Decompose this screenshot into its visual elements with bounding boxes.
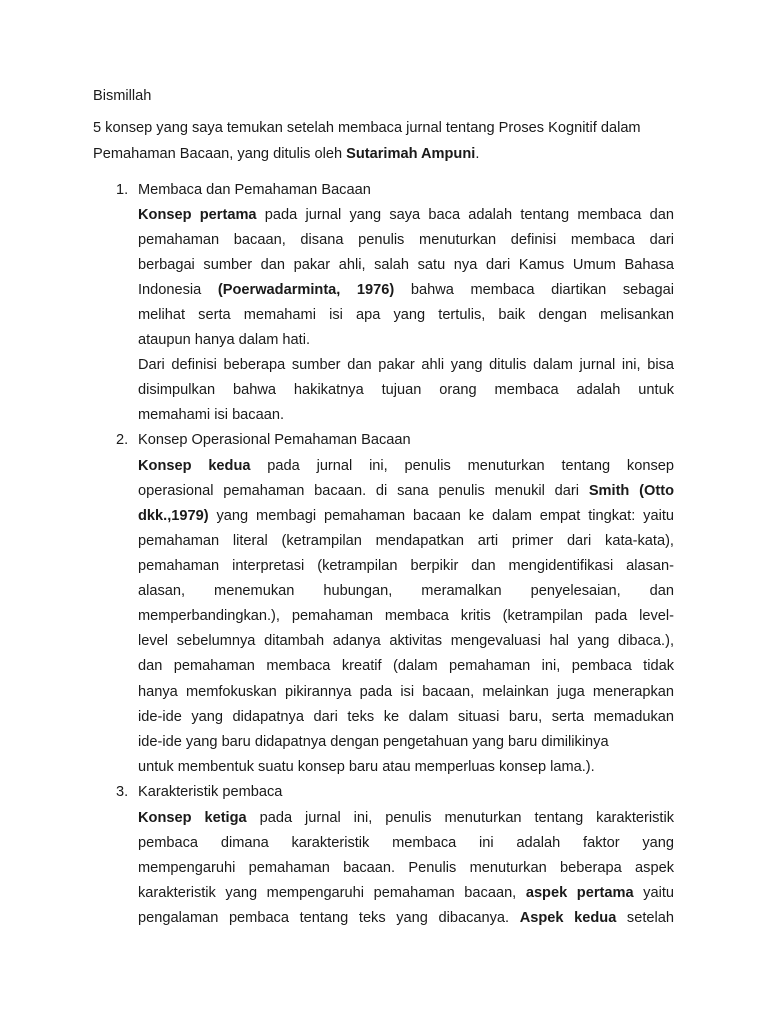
paragraph-line — [138, 481, 674, 501]
intro-line — [93, 144, 479, 164]
paragraph-line: memperbandingkan.), pemahaman membaca kritis (ketrampilan pada level- — [138, 608, 674, 624]
paragraph-line — [138, 506, 674, 526]
paragraph-line — [138, 883, 674, 903]
list-number: 3. — [116, 784, 129, 800]
text-run: pada jurnal ini, penulis menuturkan tentang karakteristik — [246, 810, 674, 826]
paragraph-line: Dari definisi beberapa sumber dan pakar ahli yang ditulis dalam jurnal ini, bisa — [138, 357, 674, 373]
paragraph-line: pembaca dimana karakteristik membaca ini adalah faktor yang — [138, 835, 674, 851]
text-run: setelah — [616, 910, 674, 926]
paragraph-line: melihat serta memahami isi apa yang tertulis, baik dengan melisankan — [138, 307, 674, 323]
intro-line: 5 konsep yang saya temukan setelah membaca jurnal tentang Proses Kognitif dalam — [93, 120, 641, 136]
paragraph-line: ataupun hanya dalam hati. — [138, 332, 311, 348]
paragraph-line — [138, 205, 674, 225]
paragraph-line: mempengaruhi pemahaman bacaan. Penulis menuturkan beberapa aspek — [138, 860, 674, 876]
list-heading: Karakteristik pembaca — [138, 784, 283, 800]
list-heading: Membaca dan Pemahaman Bacaan — [138, 182, 371, 198]
bold-run: Konsep ketiga — [138, 810, 247, 826]
bold-run: Aspek kedua — [519, 910, 617, 926]
paragraph-line — [138, 456, 674, 476]
paragraph-line: pemahaman bacaan, disana penulis menuturkan definisi membaca dari — [138, 232, 674, 248]
bold-run: Konsep pertama — [138, 207, 257, 223]
paragraph-line — [138, 808, 674, 828]
author-name: Sutarimah Ampuni — [346, 146, 476, 162]
text-run: . — [475, 146, 480, 162]
paragraph-line — [138, 908, 674, 928]
paragraph-line: pemahaman literal (ketrampilan mendapatkan arti primer dari kata-kata), — [138, 533, 674, 549]
list-number: 2. — [116, 432, 129, 448]
bold-run: Smith (Otto — [588, 483, 674, 499]
paragraph-line: ide-ide yang baru didapatnya dengan pengetahuan yang baru dimilikinya — [138, 734, 609, 750]
text-run: pengalaman pembaca tentang teks yang dibacanya. — [138, 910, 520, 926]
text-run: pada jurnal yang saya baca adalah tentang membaca dan — [256, 207, 674, 223]
bold-run: dkk.,1979) — [138, 508, 209, 524]
paragraph-line: alasan, menemukan hubungan, meramalkan penyelesaian, dan — [138, 583, 674, 599]
text-run: pada jurnal ini, penulis menuturkan tentang konsep — [250, 458, 674, 474]
text-run: bahwa membaca diartikan sebagai — [394, 282, 674, 298]
text-run: Indonesia — [138, 282, 218, 298]
paragraph-line: untuk membentuk suatu konsep baru atau memperluas konsep lama.). — [138, 759, 595, 775]
text-run: yang membagi pemahaman bacaan ke dalam empat tingkat: yaitu — [208, 508, 674, 524]
text-run: operasional pemahaman bacaan. di sana penulis menukil dari — [138, 483, 589, 499]
text-run: yaitu — [633, 885, 674, 901]
paragraph-line: berbagai sumber dan pakar ahli, salah satu nya dari Kamus Umum Bahasa — [138, 257, 674, 273]
paragraph-line — [138, 280, 674, 300]
list-number: 1. — [116, 182, 129, 198]
text-run: karakteristik yang mempengaruhi pemahaman bacaan, — [138, 885, 526, 901]
paragraph-line: memahami isi bacaan. — [138, 407, 285, 423]
paragraph-line: pemahaman interpretasi (ketrampilan berpikir dan mengidentifikasi alasan- — [138, 558, 674, 574]
bold-run: (Poerwadarminta, 1976) — [217, 282, 395, 298]
paragraph-line: disimpulkan bahwa hakikatnya tujuan orang membaca adalah untuk — [138, 382, 674, 398]
greeting: Bismillah — [93, 88, 152, 104]
bold-run: Konsep kedua — [138, 458, 251, 474]
paragraph-line: dan pemahaman membaca kreatif (dalam pemahaman ini, pembaca tidak — [138, 658, 674, 674]
paragraph-line: hanya memfokuskan pikirannya pada isi bacaan, melainkan juga menerapkan — [138, 684, 674, 700]
list-heading: Konsep Operasional Pemahaman Bacaan — [138, 432, 411, 448]
paragraph-line: level sebelumnya ditambah adanya aktivitas mengevaluasi hal yang dibaca.), — [138, 633, 674, 649]
paragraph-line: ide-ide yang didapatnya dari teks ke dalam situasi baru, serta memadukan — [138, 709, 674, 725]
bold-run: aspek pertama — [525, 885, 634, 901]
text-run: Pemahaman Bacaan, yang ditulis oleh — [93, 146, 347, 162]
